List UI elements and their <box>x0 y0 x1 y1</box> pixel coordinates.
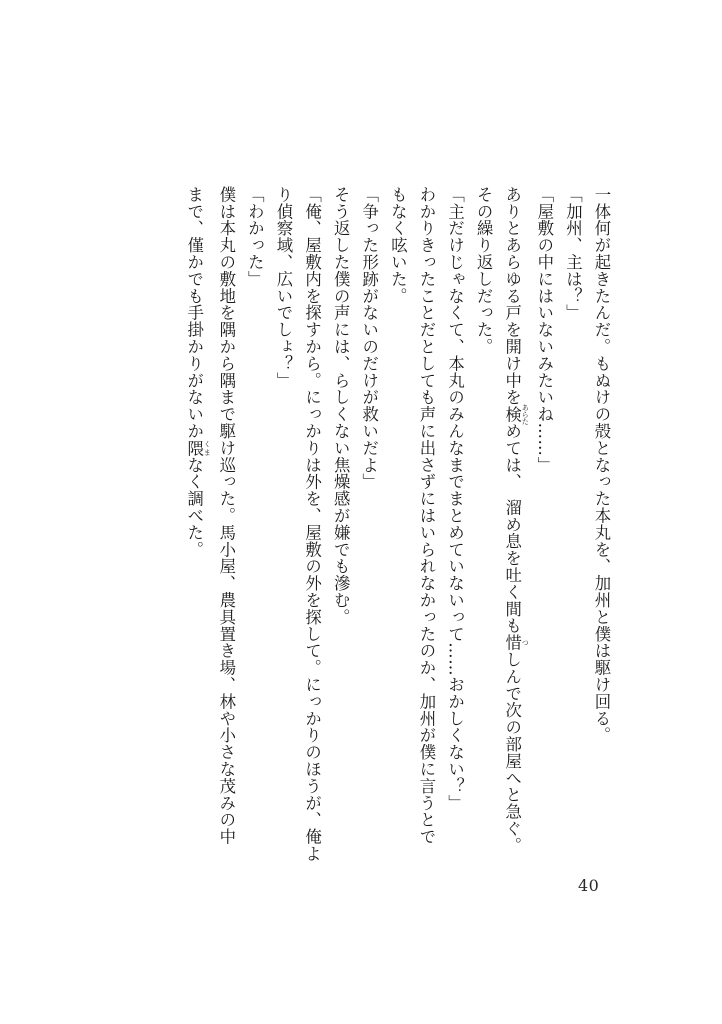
text-line-2: 「加州、主は？」 <box>563 186 583 322</box>
text-line-1: 一体何が起きたんだ。もぬけの殻となった本丸を、加州と僕は駆け回る。 <box>592 186 611 744</box>
text-segment: ありとあらゆる戸を開け中を <box>502 186 522 406</box>
body-text <box>179 186 615 866</box>
ruby-base: 検 <box>502 403 522 425</box>
text-line-6: 「主だけじゃなくて、本丸のみんなまでまとめていないって……おかしくない？」 <box>445 186 465 812</box>
text-line-4 <box>497 186 529 866</box>
ruby-base: 隈 <box>184 439 204 457</box>
text-segment: まで、僅かでも手掛かりがないか <box>184 186 204 440</box>
text-line-5: その繰り返しだった。 <box>474 186 494 355</box>
text-line-11: 「俺、屋敷内を探すから。にっかりは外を、屋敷の外を探して。にっかりのほうが、俺よ <box>302 186 322 862</box>
text-segment: しんで次の部屋へと急ぐ。 <box>502 651 522 854</box>
text-line-12: り偵察域、広いでしょ？」 <box>273 186 293 389</box>
text-line-7: わかりきったことだとしても声に出さずにはいられなかったのか、加州が僕に言うとで <box>416 186 436 846</box>
text-line-8: もなく呟いた。 <box>388 186 408 305</box>
text-segment: なく調べた。 <box>184 456 204 558</box>
ruby-oshimu <box>502 634 530 652</box>
page-number: 40 <box>578 876 600 895</box>
text-segment: めては、 <box>502 422 522 483</box>
ruby-base: 惜 <box>502 634 522 652</box>
ruby-reading: あらた <box>521 403 530 425</box>
ruby-kenmeru <box>502 403 530 425</box>
ruby-reading: つ <box>521 634 530 652</box>
text-line-14: 僕は本丸の敷地を隅から隅まで駆け巡った。馬小屋、農具置き場、林や小さな茂みの中 <box>216 186 236 846</box>
text-segment: 溜め息を吐く間も <box>502 498 522 635</box>
ruby-kumanaku <box>184 439 212 457</box>
text-line-3: 「屋敷の中にはいないみたいね……」 <box>534 186 554 474</box>
text-line-15 <box>179 186 211 866</box>
ruby-reading: くま <box>203 439 212 457</box>
text-line-13: 「わかった」 <box>245 186 265 288</box>
text-line-9: 「争った形跡がないのだけが救いだよ」 <box>359 186 379 491</box>
text-line-10: そう返した僕の声には、らしくない焦燥感が嫌でも滲む。 <box>331 186 351 626</box>
